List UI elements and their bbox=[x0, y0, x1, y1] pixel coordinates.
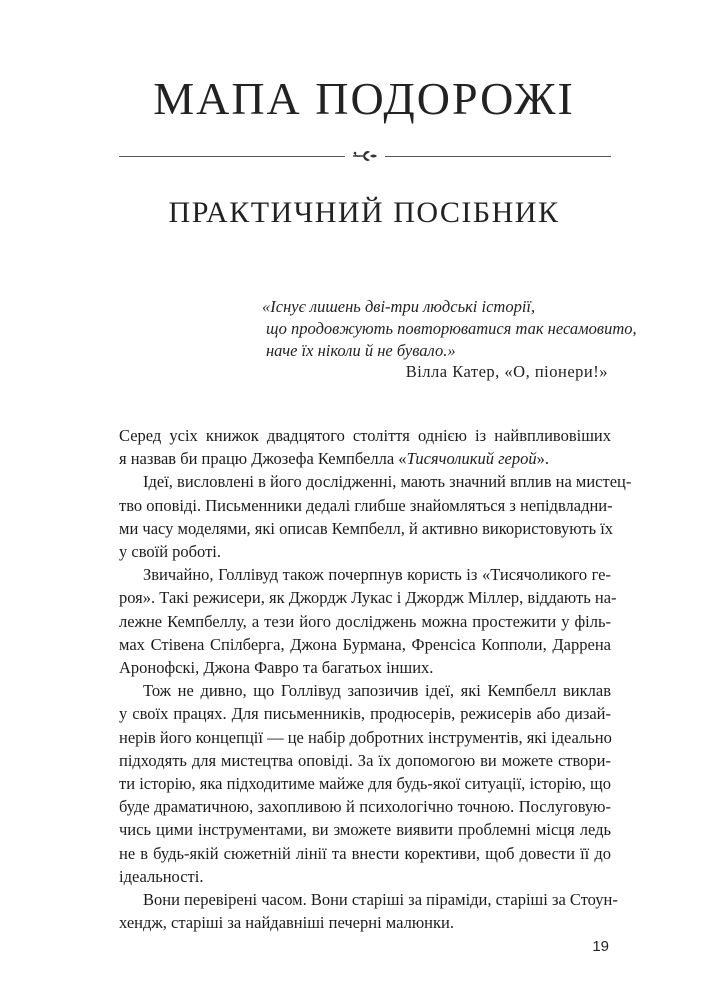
paragraph bbox=[119, 888, 618, 934]
body-text bbox=[119, 424, 632, 934]
epigraph-line: «Існує лишень дві-три людські історії, bbox=[262, 297, 536, 316]
text-line: тво оповіді. Письменники дедалі глибше знайомляться з непідвладни- bbox=[119, 495, 613, 515]
page-number: 19 bbox=[592, 938, 609, 955]
text-line: у своїх працях. Для письменників, продюсерів, режисерів або дизай- bbox=[119, 704, 611, 724]
chapter-subtitle: ПРАКТИЧНИЙ ПОСІБНИК bbox=[168, 196, 560, 229]
paragraph bbox=[119, 563, 617, 679]
divider-rule-right bbox=[385, 156, 611, 157]
fleuron-ornament-icon bbox=[351, 148, 379, 164]
chapter-title: МАПА ПОДОРОЖІ bbox=[153, 73, 575, 124]
paragraph bbox=[119, 679, 611, 888]
text-line: чись цими інструментами, ви зможете виявити проблемні місця ледь bbox=[119, 820, 611, 840]
epigraph-line: що продовжують повторюватися так несамовито, bbox=[266, 319, 637, 338]
text-line: Вони перевірені часом. Вони старіші за піраміди, старіші за Стоун- bbox=[143, 890, 618, 910]
text-line: буде драматичною, захопливою й психологічно точною. Послуговую- bbox=[119, 797, 611, 817]
paragraph bbox=[119, 424, 611, 470]
text-line: Аронофскі, Джона Фавро та багатьох інших. bbox=[119, 658, 434, 678]
text-line: Ідеї, висловлені в його дослідженні, мають значний вплив на мистец- bbox=[143, 472, 632, 492]
text-line: у своїй роботі. bbox=[119, 542, 222, 562]
text-line: нерів його концепції — це набір добротних інструментів, які ідеально bbox=[119, 727, 612, 747]
text-line: ідеальності. bbox=[119, 866, 204, 886]
text-line: лежне Кемпбеллу, а тези його досліджень можна простежити у філь- bbox=[119, 611, 611, 631]
text-line: ми часу моделями, які описав Кемпбелл, й активно використовують їх bbox=[119, 518, 614, 538]
epigraph bbox=[262, 296, 637, 362]
text-line: підходять для мистецтва оповіді. За їх допомогою ви можете створи- bbox=[119, 750, 611, 770]
paragraph bbox=[119, 470, 632, 563]
epigraph-attribution: Вілла Катер, «О, піонери!» bbox=[405, 362, 608, 381]
text-line: ти історію, яка підходитиме майже для будь-якої ситуації, історію, що bbox=[119, 774, 611, 794]
text-line: мах Стівена Спілберга, Джона Бурмана, Френсіса Копполи, Даррена bbox=[119, 634, 611, 654]
epigraph-line: наче їх ніколи й не бувало.» bbox=[266, 341, 456, 360]
title-divider bbox=[119, 148, 611, 164]
book-title: Тисячоликий герой bbox=[406, 449, 537, 469]
text-line: роя». Такі режисери, як Джордж Лукас і Джордж Міллер, віддають на- bbox=[119, 588, 617, 608]
text-line: я назвав би працю Джозефа Кемпбелла «Тисячоликий герой». bbox=[119, 449, 549, 469]
divider-rule-left bbox=[119, 156, 345, 157]
text-line: хендж, старіші за найдавніші печерні малюнки. bbox=[119, 913, 454, 933]
text-line: Тож не дивно, що Голлівуд запозичив ідеї, які Кемпбелл виклав bbox=[143, 681, 611, 701]
text-line: Звичайно, Голлівуд також почерпнув користь із «Тисячоликого ге- bbox=[143, 565, 611, 585]
text-line: не в будь-якій сюжетній лінії та внести корективи, щоб довести її до bbox=[119, 843, 611, 863]
text-line: Серед усіх книжок двадцятого століття однією із найвпливовіших bbox=[119, 426, 611, 445]
